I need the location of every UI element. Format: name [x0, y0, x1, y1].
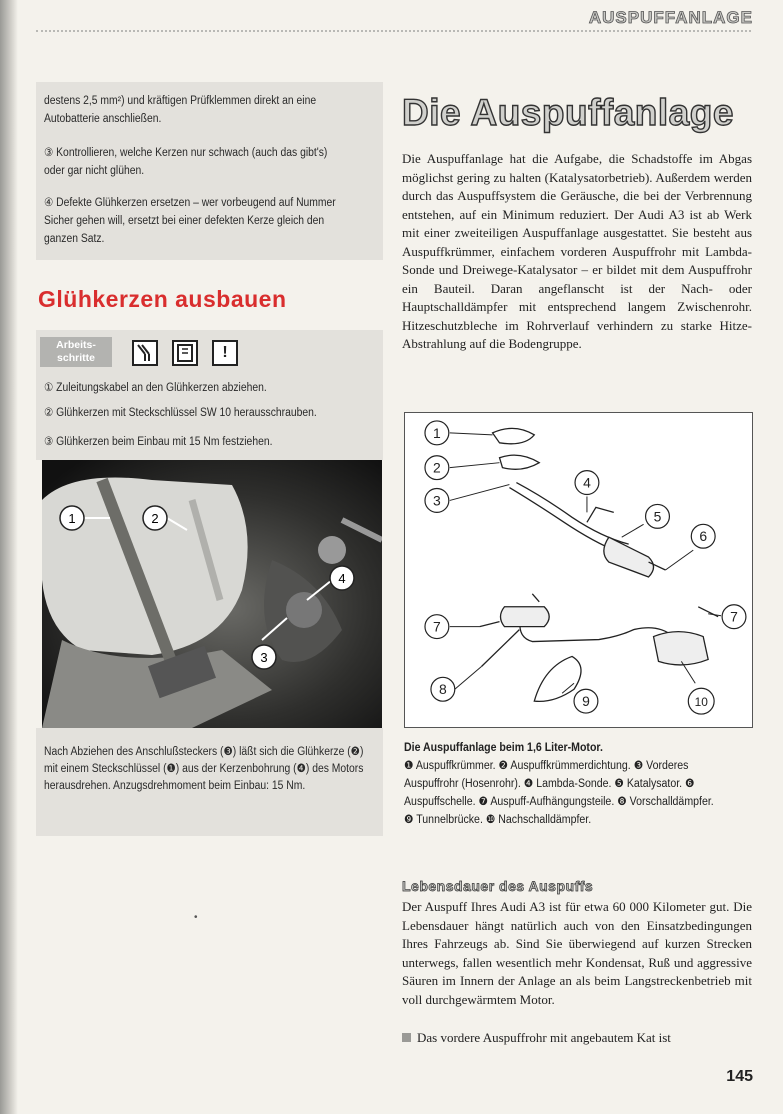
photo-label: 2 — [151, 511, 159, 526]
diagram-label: 7 — [730, 608, 738, 625]
list-item: ④ Defekte Glühkerzen ersetzen – wer vorbeugend auf Nummer Sicher gehen will, ersetzt bei einer defekten Kerze gleich den ganzen Satz. — [44, 197, 336, 245]
diagram-label: 8 — [438, 681, 447, 698]
diagram-caption — [404, 739, 726, 829]
body-paragraph: Die Auspuffanlage hat die Aufgabe, die Schadstoffe im Abgas möglichst gering zu halten (Katalysatorbetrieb). Außerdem werden durch das Auspuffsystem die Geräusche, die bei der Verbrennung entstehen, auf ein Minimum reduziert. Der Audi A3 ist ab Werk mit einer zweiteiligen Auspuffanlage ausgestattet. Sie besteht aus Auspuffkrümmer, einfachem vorderen Auspuffrohr mit Lambda-Sonde und Dreiwege-Katalysator – er bildet mit dem Auspuffrohr ein Bauteil. Daran angeflanscht ist der Nach- oder Hauptschalldämpfer mit entsprechend langem Zwischenrohr. Hitzeschutzbleche im Rohrverlauf verhindern zu starke Hitze-Abstrahlung auf die Bodengruppe. — [402, 151, 752, 351]
step-item: ① Zuleitungskabel an den Glühkerzen abziehen. — [44, 382, 267, 394]
photo-label: 3 — [260, 650, 268, 665]
diagram-label: 6 — [699, 528, 708, 545]
diagram-label: 10 — [694, 695, 708, 710]
photo-caption: Nach Abziehen des Anschlußsteckers (❸) läßt sich die Glühkerze (❷) mit einem Steckschlüssel (❶) aus der Kerzenbohrung (❹) des Motors herausdrehen. Anzugsdrehmoment beim Einbau: 15 Nm. — [44, 746, 364, 792]
page-number: 145 — [726, 1068, 753, 1085]
diagram-label: 5 — [653, 508, 662, 525]
list-item: ③ Kontrollieren, welche Kerzen nur schwach (auch das gibt's) oder gar nicht glühen. — [44, 147, 328, 177]
diagram-label: 7 — [433, 618, 441, 635]
page-title: Die Auspuffanlage — [402, 92, 734, 133]
subheading: Lebensdauer des Auspuffs — [402, 878, 594, 894]
wrench-icon — [132, 340, 158, 366]
engine-photo — [42, 460, 382, 728]
diagram-caption-title: Die Auspuffanlage beim 1,6 Liter-Motor. — [404, 742, 603, 754]
diagram-label: 4 — [583, 474, 591, 491]
continued-text: Das vordere Auspuffrohr mit angebautem Kat ist — [417, 1030, 671, 1045]
step-item: ③ Glühkerzen beim Einbau mit 15 Nm festziehen. — [44, 436, 273, 448]
bullet-square-icon — [402, 1033, 411, 1042]
work-steps-badge: Arbeits-schritte — [40, 337, 112, 367]
section-title: AUSPUFFANLAGE — [579, 8, 753, 28]
book-spine-shadow — [0, 0, 18, 1114]
photo-label: 1 — [68, 511, 76, 526]
step-item: ② Glühkerzen mit Steckschlüssel SW 10 herausschrauben. — [44, 407, 317, 419]
diagram-label: 1 — [433, 424, 441, 441]
exhaust-diagram — [404, 412, 753, 728]
diagram-label: 9 — [582, 693, 590, 710]
manual-icon — [172, 340, 198, 366]
diagram-label: 3 — [433, 492, 441, 509]
body-paragraph: Der Auspuff Ihres Audi A3 ist für etwa 60 000 Kilometer gut. Die Lebensdauer hängt natürlich auch von den Einsatzbedingungen Ihres Fahrzeugs ab. Sind Sie überwiegend auf kurzen Strecken unterwegs, fallen wesentlich mehr Kondensat, Ruß und aggressive Säuren im Innern der Anlage an als beim Langstreckenbetrieb mit voll durchgewärmtem Motor. — [402, 899, 752, 1007]
warning-icon: ! — [212, 340, 238, 366]
photo-label: 4 — [338, 571, 346, 586]
continued-paragraph — [402, 1030, 752, 1046]
diagram-caption-text: ❶ Auspuffkrümmer. ❷ Auspuffkrümmerdichtung. ❸ Vorderes Auspuffrohr (Hosenrohr). ❹ Lambda-Sonde. ❺ Katalysator. ❻ Auspuffschelle. ❼ Auspuff-Aufhängungsteile. ❽ Vorschalldämpfer. ❾ Tunnelbrücke. ❿ Nachschalldämpfer. — [404, 760, 714, 826]
diagram-label: 2 — [433, 459, 441, 476]
intro-continuation: destens 2,5 mm²) und kräftigen Prüfklemmen direkt an eine Autobatterie anschließen. — [44, 95, 317, 125]
section-heading: Glühkerzen ausbauen — [38, 286, 287, 312]
paper-speck: • — [194, 912, 198, 923]
